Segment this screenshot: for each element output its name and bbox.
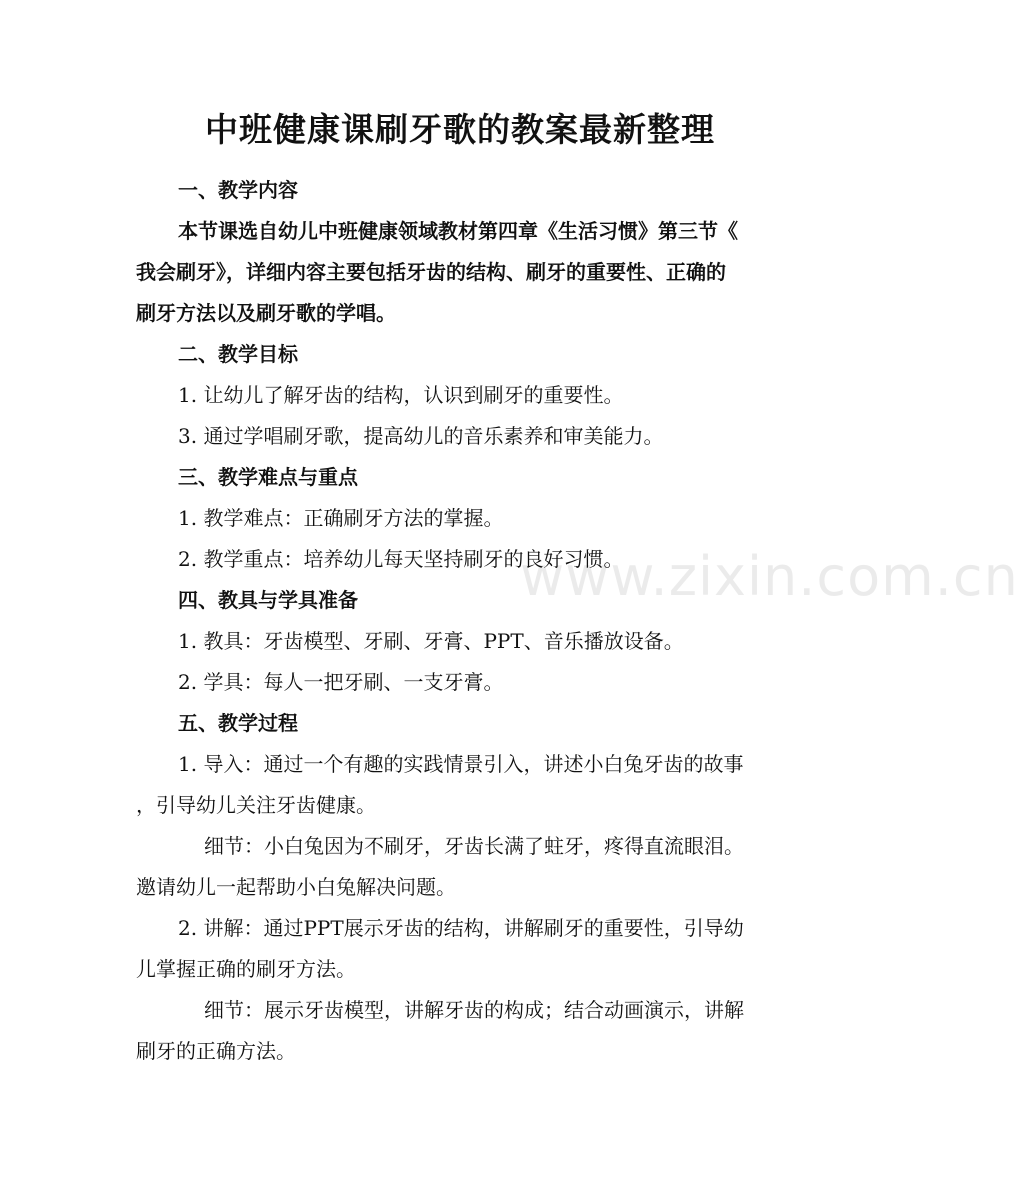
list-item: 1. 让幼儿了解牙齿的结构，认识到刷牙的重要性。: [178, 383, 624, 407]
section-heading-key-points: 三、教学难点与重点: [178, 465, 358, 489]
section-heading-process: 五、教学过程: [178, 711, 298, 735]
paragraph-line: 儿掌握正确的刷牙方法。: [136, 957, 356, 981]
detail-line: 细节：小白兔因为不刷牙，牙齿长满了蛀牙，疼得直流眼泪。: [204, 834, 744, 858]
list-item: 1. 导入：通过一个有趣的实践情景引入，讲述小白兔牙齿的故事: [178, 752, 744, 776]
list-item: 2. 讲解：通过PPT展示牙齿的结构，讲解刷牙的重要性，引导幼: [178, 916, 744, 940]
list-item: 2. 学具：每人一把牙刷、一支牙膏。: [178, 670, 504, 694]
paragraph-line: 刷牙的正确方法。: [136, 1039, 296, 1063]
detail-line: 细节：展示牙齿模型，讲解牙齿的构成；结合动画演示，讲解: [204, 998, 744, 1022]
document-body: [136, 170, 784, 1072]
section-heading-materials: 四、教具与学具准备: [178, 588, 358, 612]
watermark: www.zixin.com.cn: [520, 545, 1019, 608]
list-item: 2. 教学重点：培养幼儿每天坚持刷牙的良好习惯。: [178, 547, 624, 571]
section-heading-objectives: 二、教学目标: [178, 342, 298, 366]
list-item: 1. 教具：牙齿模型、牙刷、牙膏、PPT、音乐播放设备。: [178, 629, 684, 653]
section-heading-content: 一、教学内容: [178, 178, 298, 202]
list-item: 3. 通过学唱刷牙歌，提高幼儿的音乐素养和审美能力。: [178, 424, 664, 448]
paragraph-line: 本节课选自幼儿中班健康领域教材第四章《生活习惯》第三节《: [178, 219, 738, 243]
document-title: 中班健康课刷牙歌的教案最新整理: [205, 110, 715, 149]
paragraph-line: 刷牙方法以及刷牙歌的学唱。: [136, 301, 396, 325]
paragraph-line: ，引导幼儿关注牙齿健康。: [136, 793, 376, 817]
paragraph-line: 邀请幼儿一起帮助小白兔解决问题。: [136, 875, 456, 899]
paragraph-line: 我会刷牙》，详细内容主要包括牙齿的结构、刷牙的重要性、正确的: [136, 260, 726, 284]
list-item: 1. 教学难点：正确刷牙方法的掌握。: [178, 506, 504, 530]
